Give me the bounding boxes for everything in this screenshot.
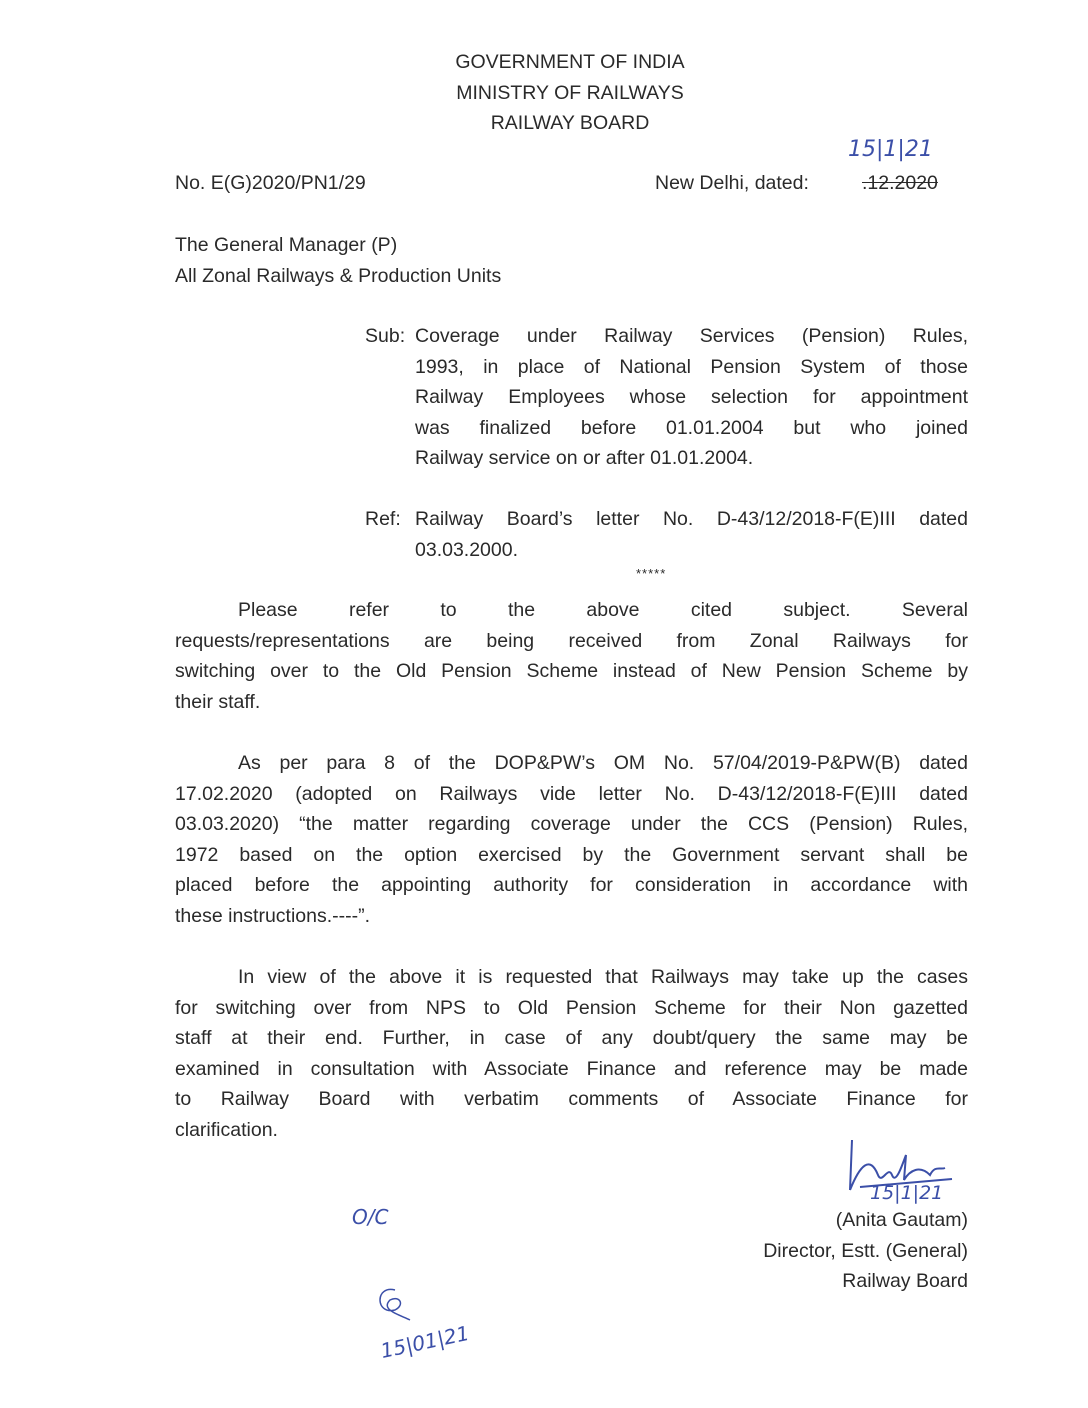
subject-line: Railway service on or after 01.01.2004. bbox=[415, 447, 754, 469]
subject-line: Railway Employees whose selection for appointment bbox=[415, 386, 968, 408]
paragraph-line: Please refer to the above cited subject. Several bbox=[238, 599, 968, 621]
dated-printed: .12.2020 bbox=[862, 172, 938, 194]
letterhead-line: MINISTRY OF RAILWAYS bbox=[456, 81, 684, 104]
signatory-designation: Director, Estt. (General) bbox=[763, 1239, 968, 1262]
paragraph-line: placed before the appointing authority for consideration in accordance with bbox=[175, 874, 968, 896]
addressee-line: All Zonal Railways & Production Units bbox=[175, 264, 502, 287]
signatory-name: (Anita Gautam) bbox=[835, 1209, 968, 1231]
ref-text bbox=[415, 504, 968, 565]
letterhead-line: GOVERNMENT OF INDIA bbox=[455, 51, 685, 73]
dated-handwritten: 15|1|21 bbox=[848, 137, 933, 162]
reference-number: No. E(G)2020/PN1/29 bbox=[175, 172, 366, 194]
dated-label: New Delhi, dated: bbox=[655, 172, 809, 194]
paragraph-line: In view of the above it is requested that Railways may take up the cases bbox=[238, 966, 968, 988]
initials-date: 15|01|21 bbox=[378, 1320, 472, 1364]
paragraph-line: their staff. bbox=[175, 690, 261, 713]
ref-line: 03.03.2000. bbox=[415, 538, 519, 561]
paragraph-line: As per para 8 of the DOP&PW’s OM No. 57/04/2019-P&PW(B) dated bbox=[238, 752, 968, 774]
signatory-block bbox=[700, 1205, 968, 1297]
signature-date: 15|1|21 bbox=[870, 1182, 944, 1204]
subject-text bbox=[415, 321, 968, 474]
subject-line: Coverage under Railway Services (Pension) Rules, bbox=[415, 325, 968, 347]
separator: ***** bbox=[636, 566, 667, 581]
paragraph-line: clarification. bbox=[175, 1118, 278, 1141]
paragraph-line: to Railway Board with verbatim comments of Associate Finance for bbox=[175, 1088, 968, 1110]
paragraph-line: examined in consultation with Associate Finance and reference may be made bbox=[175, 1057, 968, 1080]
ref-label: Ref: bbox=[365, 508, 401, 530]
paragraph-line: staff at their end. Further, in case of any doubt/query the same may be bbox=[175, 1027, 968, 1049]
letterhead bbox=[0, 47, 1088, 139]
paragraph-3 bbox=[175, 962, 968, 1145]
paragraph-line: 17.02.2020 (adopted on Railways vide letter No. D-43/12/2018-F(E)III dated bbox=[175, 782, 968, 805]
addressee bbox=[175, 230, 501, 291]
subject-line: was finalized before 01.01.2004 but who joined bbox=[415, 416, 968, 439]
addressee-line: The General Manager (P) bbox=[175, 234, 398, 256]
subject-line: 1993, in place of National Pension System of those bbox=[415, 355, 968, 378]
paragraph-1 bbox=[175, 595, 968, 717]
paragraph-line: 03.03.2020) “the matter regarding coverage under the CCS (Pension) Rules, bbox=[175, 813, 968, 835]
paragraph-2 bbox=[175, 748, 968, 931]
initials-scribble bbox=[370, 1285, 420, 1325]
paragraph-line: these instructions.----”. bbox=[175, 904, 371, 927]
ref-line: Railway Board’s letter No. D-43/12/2018-F(E)III dated bbox=[415, 508, 968, 530]
paragraph-line: for switching over from NPS to Old Pension Scheme for their Non gazetted bbox=[175, 996, 968, 1019]
letterhead-line: RAILWAY BOARD bbox=[490, 112, 650, 134]
paragraph-line: 1972 based on the option exercised by the Government servant shall be bbox=[175, 843, 968, 866]
signatory-office: Railway Board bbox=[842, 1270, 968, 1292]
paragraph-line: requests/representations are being received from Zonal Railways for bbox=[175, 629, 968, 652]
oc-mark: O/C bbox=[352, 1205, 389, 1229]
paragraph-line: switching over to the Old Pension Scheme instead of New Pension Scheme by bbox=[175, 660, 968, 682]
subject-label: Sub: bbox=[365, 325, 406, 347]
